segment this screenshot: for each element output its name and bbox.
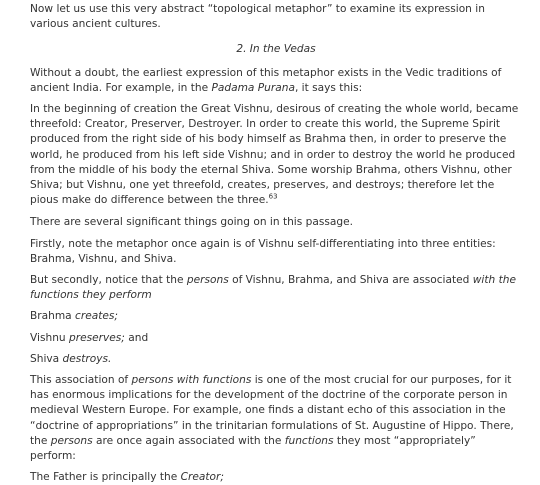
functions-emphasis: with the functions they perform (30, 274, 516, 302)
vedic-text-a: Without a doubt, the earliest expression of this metaphor exists in the Vedic traditions of ancient India. For example, in the (30, 66, 502, 94)
father-paragraph: The Father is principally the Creator; (30, 471, 224, 484)
list-conjunction: and (124, 331, 149, 344)
firstly-paragraph: Firstly, note the metaphor once again is of Vishnu self-differentiating into three entities: Brahma, Vishnu, and Shiva. (30, 237, 496, 265)
functions-emphasis-2: functions (284, 434, 334, 447)
persons-functions-emphasis: persons with functions (131, 374, 252, 387)
padama-purana-title: Padama Purana (211, 81, 295, 94)
persons-emphasis-2: persons (50, 434, 93, 447)
list-item-shiva (30, 352, 522, 367)
intro-paragraph: Now let us use this very abstract “topological metaphor” to examine its expression in various ancient cultures. (30, 3, 485, 31)
vedic-paragraph (30, 66, 522, 96)
association-paragraph: This association of persons with functions is one of the most crucial for our purposes, for it has enormous implications for the development of the doctrine of the corporate person in medieval Western Europe. For example, one finds a distant echo of this association in the “doctrine of appropriations” in the trinitarian formulations of St. Augustine of Hippo. There, the persons are once again associated with the functions they most “appropriately” perform: (30, 374, 514, 463)
list-item-brahma (30, 309, 522, 324)
deity-function: creates; (75, 310, 118, 323)
secondly-text-b: of Vishnu, Brahma, and Shiva are associated (228, 274, 473, 287)
secondly-text-a: But secondly, notice that the (30, 274, 187, 287)
deity-function: preserves; (69, 331, 125, 344)
deity-name: Brahma (30, 310, 76, 323)
secondly-paragraph (30, 273, 522, 303)
block-quote (30, 102, 522, 208)
section-heading: 2. In the Vedas (236, 43, 316, 56)
persons-emphasis: persons (186, 274, 229, 287)
deity-function: destroys. (62, 352, 112, 365)
deity-name: Vishnu (30, 331, 69, 344)
passage-paragraph: There are several significant things going on in this passage. (30, 216, 353, 229)
footnote-marker[interactable]: 63 (268, 192, 278, 201)
list-item-vishnu (30, 331, 522, 346)
vedic-text-b: , it says this: (294, 81, 363, 94)
creator-emphasis: Creator; (180, 471, 224, 484)
deity-name: Shiva (30, 352, 63, 365)
quote-text: In the beginning of creation the Great Vishnu, desirous of creating the whole world, became threefold: Creator, Preserver, Destroyer. In order to create this world, the Supreme Spirit produced from the right side of his body himself as Brahma then, in order to preserve the world, he produced from his left side Vishnu; and in order to destroy the world he produced from the middle of his body the eternal Shiva. Some worship Brahma, others Vishnu, other Shiva; but Vishnu, one yet threefold, creates, preserves, and destroys; therefore let the pious make do difference between the three. (30, 103, 519, 207)
